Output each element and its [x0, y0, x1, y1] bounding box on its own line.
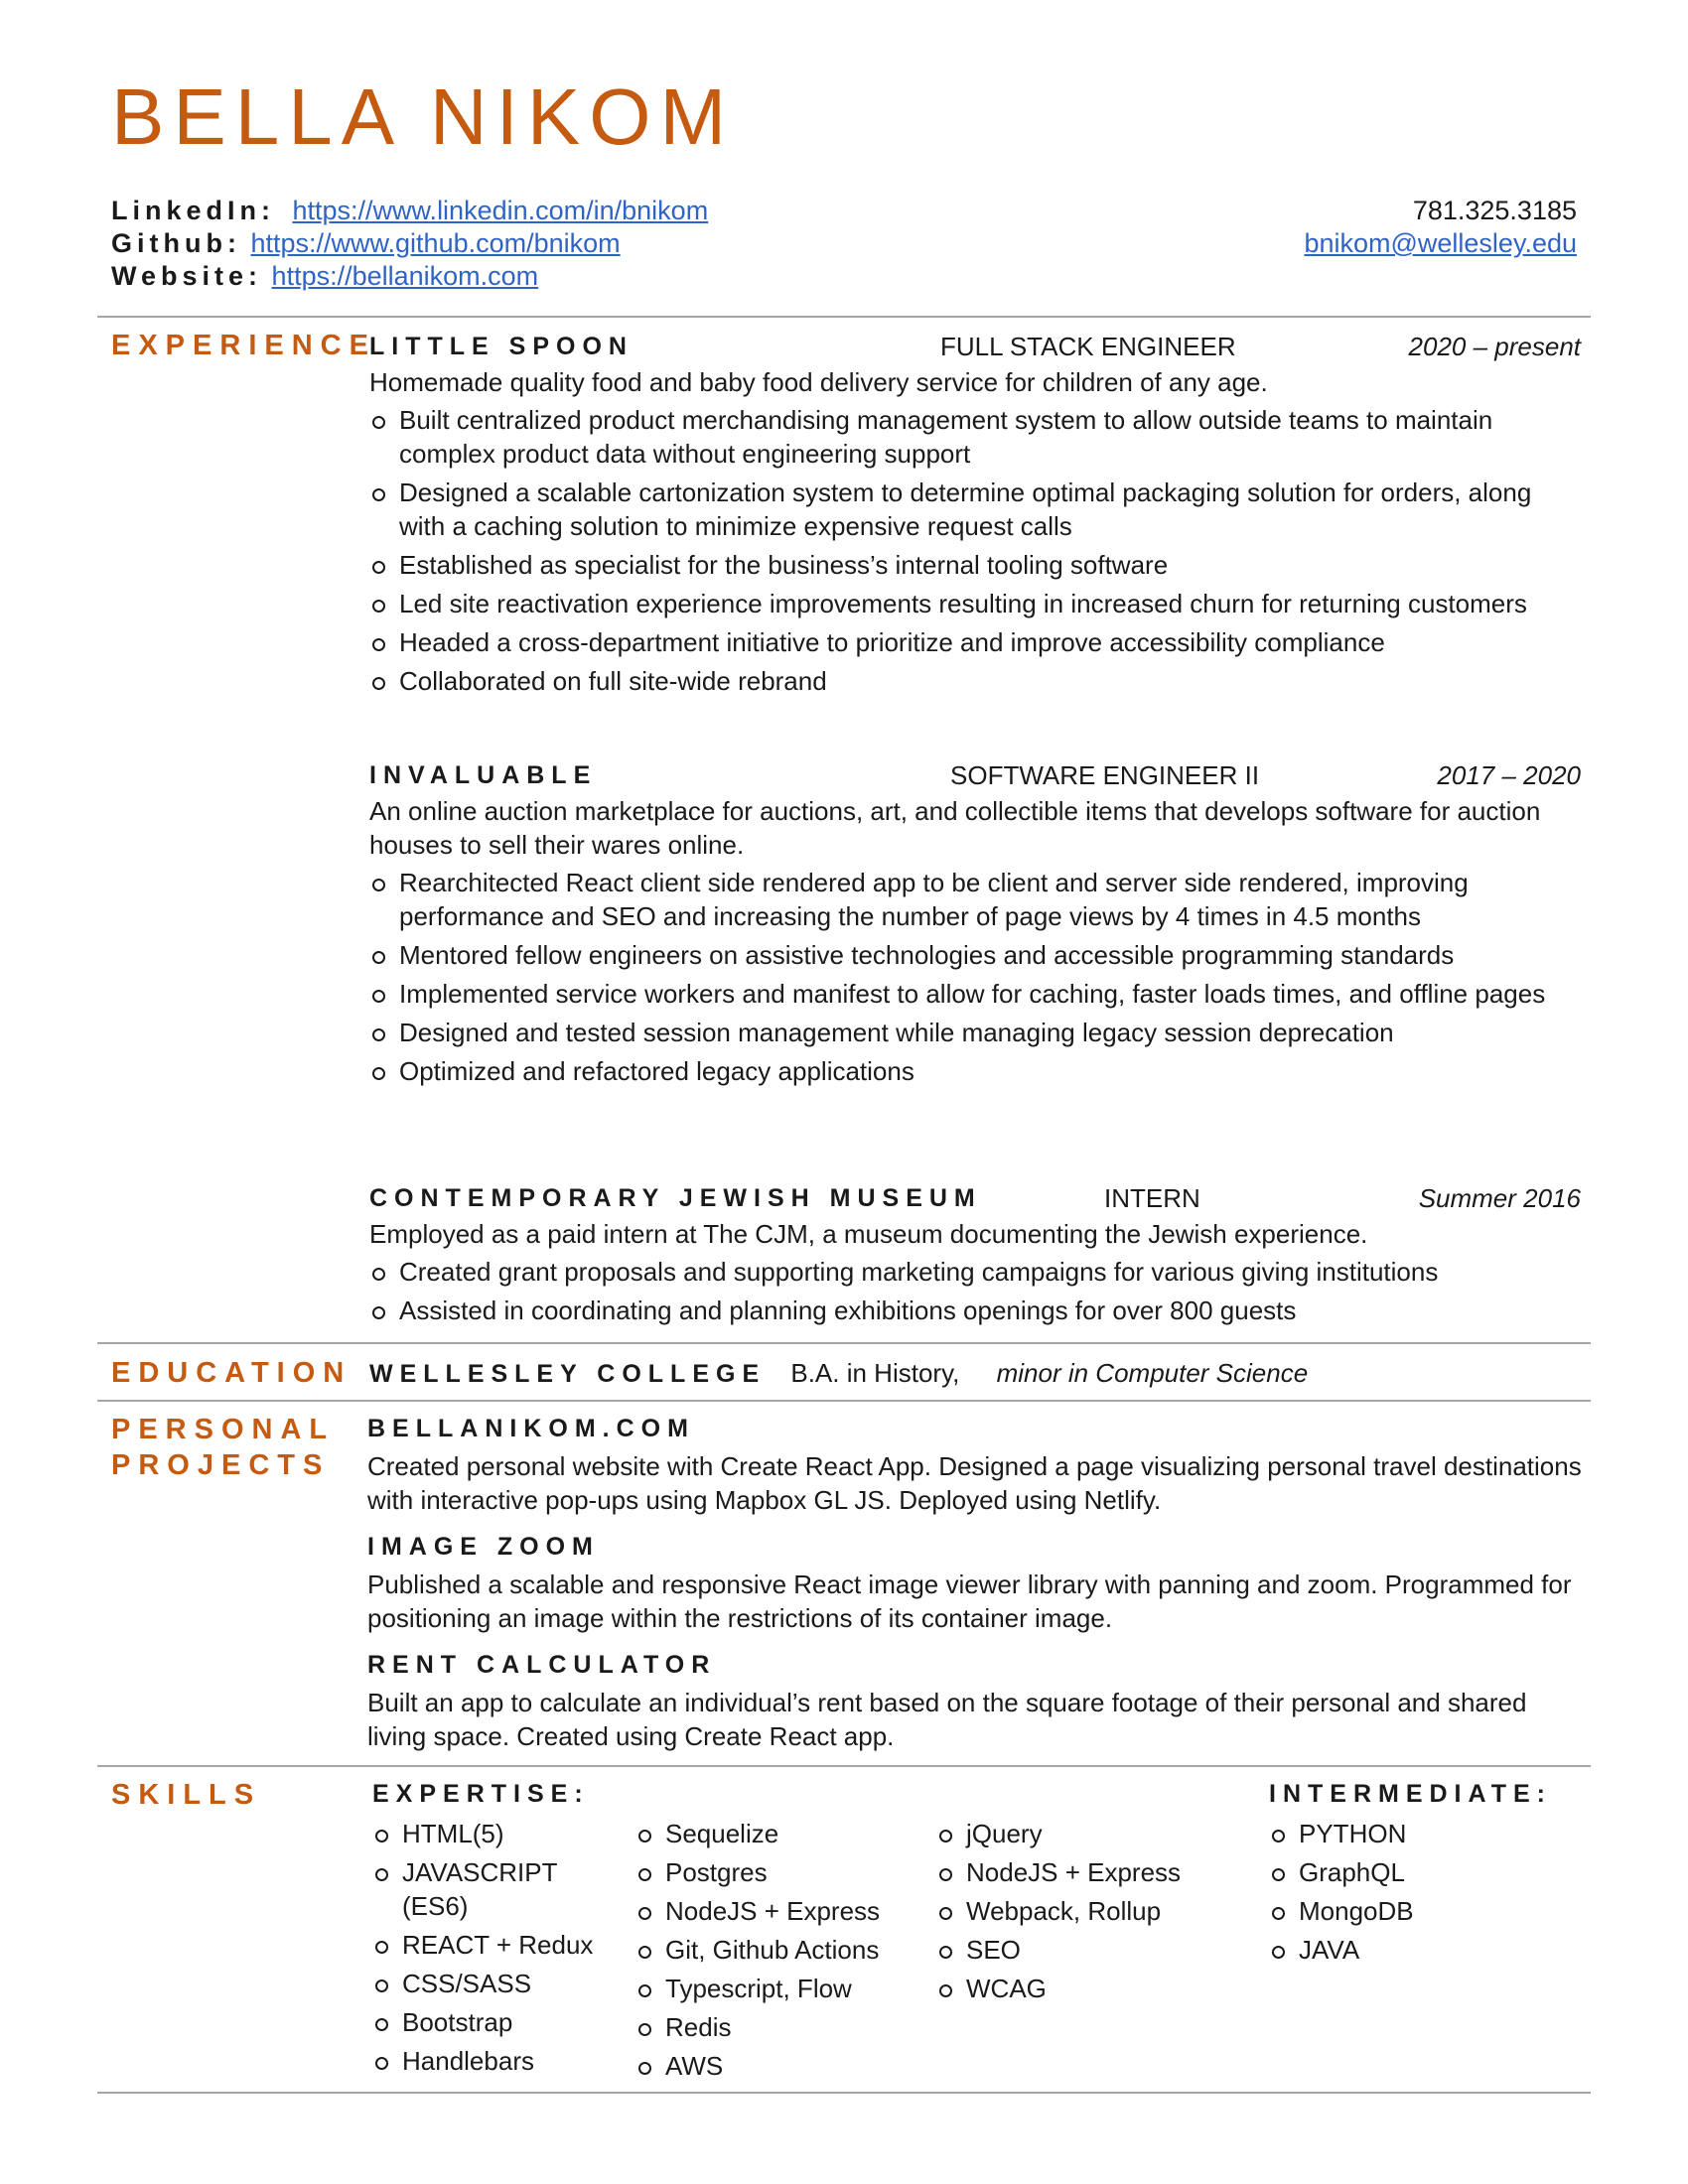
skills-column-1	[372, 1817, 611, 2083]
job-dates: 2017 – 2020	[1437, 760, 1581, 790]
job-little-spoon	[369, 330, 1581, 703]
divider	[97, 1765, 1591, 1767]
list-item: Collaborated on full site-wide rebrand	[369, 664, 1581, 698]
skills-intermediate-label: INTERMEDIATE:	[1269, 1780, 1552, 1808]
project-image-zoom	[367, 1530, 1589, 1635]
project-description: Created personal website with Create React App. Designed a page visualizing personal travel destinations with interactive pop-ups using Mapbox GL JS. Deployed using Netlify.	[367, 1451, 1582, 1515]
list-item: GraphQL	[1269, 1855, 1547, 1889]
job-dates: 2020 – present	[1408, 332, 1581, 361]
list-item: Headed a cross-department initiative to prioritize and improve accessibility compliance	[369, 625, 1581, 659]
list-item: PYTHON	[1269, 1817, 1547, 1850]
list-item: NodeJS + Express	[635, 1894, 914, 1928]
list-item: Mentored fellow engineers on assistive technologies and accessible programming standards	[369, 938, 1581, 972]
project-title: BELLANIKOM.COM	[367, 1415, 695, 1442]
list-item: Git, Github Actions	[635, 1933, 914, 1967]
project-rent-calculator	[367, 1648, 1589, 1753]
job-company: INVALUABLE	[369, 761, 598, 789]
email-link[interactable]: bnikom@wellesley.edu	[1304, 228, 1577, 258]
list-item: Implemented service workers and manifest to allow for caching, faster loads times, and offline pages	[369, 977, 1581, 1011]
project-bellanikom	[367, 1412, 1589, 1517]
section-title-experience: EXPERIENCE	[111, 330, 376, 361]
list-item: jQuery	[936, 1817, 1214, 1850]
phone-number: 781.325.3185	[1412, 196, 1577, 225]
list-item: Postgres	[635, 1855, 914, 1889]
list-item: JAVA	[1269, 1933, 1547, 1967]
skills-column-2	[635, 1817, 914, 2088]
section-title-projects-line2: PROJECTS	[111, 1449, 331, 1481]
contact-info	[1304, 195, 1577, 260]
list-item: CSS/SASS	[372, 1967, 611, 2000]
list-item: NodeJS + Express	[936, 1855, 1214, 1889]
list-item: Typescript, Flow	[635, 1972, 914, 2005]
list-item: JAVASCRIPT (ES6)	[372, 1855, 611, 1923]
job-role: SOFTWARE ENGINEER II	[950, 760, 1260, 790]
list-item: Assisted in coordinating and planning exhibitions openings for over 800 guests	[369, 1294, 1581, 1327]
linkedin-label: LinkedIn:	[111, 196, 275, 225]
list-item: Optimized and refactored legacy applications	[369, 1054, 1581, 1088]
list-item: AWS	[635, 2049, 914, 2083]
list-item: HTML(5)	[372, 1817, 611, 1850]
skills-expertise-label: EXPERTISE:	[372, 1780, 590, 1808]
job-dates: Summer 2016	[1418, 1183, 1581, 1213]
project-description: Built an app to calculate an individual’s rent based on the square footage of their personal and shared living space. Created using Create React app.	[367, 1688, 1527, 1751]
list-item: Handlebars	[372, 2044, 611, 2078]
divider	[97, 1342, 1591, 1344]
job-company: CONTEMPORARY JEWISH MUSEUM	[369, 1184, 982, 1212]
list-item: Led site reactivation experience improvements resulting in increased churn for returning customers	[369, 587, 1581, 620]
section-title-education: EDUCATION	[111, 1357, 352, 1389]
job-company: LITTLE SPOON	[369, 333, 633, 360]
project-title: IMAGE ZOOM	[367, 1533, 600, 1561]
project-description: Published a scalable and responsive React image viewer library with panning and zoom. Programmed for positioning an image within the restrictions of its container image.	[367, 1570, 1572, 1633]
linkedin-link[interactable]: https://www.linkedin.com/in/bnikom	[292, 196, 709, 225]
list-item: WCAG	[936, 1972, 1214, 2005]
list-item: Designed and tested session management while managing legacy session deprecation	[369, 1016, 1581, 1049]
list-item: Built centralized product merchandising management system to allow outside teams to maintain complex product data without engineering support	[369, 403, 1581, 471]
github-row	[111, 227, 708, 260]
website-row	[111, 260, 708, 293]
contact-links	[111, 195, 708, 293]
list-item: Bootstrap	[372, 2005, 611, 2039]
divider	[97, 2092, 1591, 2094]
website-label: Website:	[111, 261, 263, 291]
education-degree: B.A. in History,	[790, 1358, 960, 1388]
github-label: Github:	[111, 228, 241, 258]
section-title-projects-line1: PERSONAL	[111, 1414, 336, 1445]
candidate-name: BELLA NIKOM	[111, 72, 736, 161]
project-title: RENT CALCULATOR	[367, 1651, 717, 1679]
job-description: Homemade quality food and baby food delivery service for children of any age.	[369, 367, 1268, 397]
list-item: Redis	[635, 2010, 914, 2044]
job-role: INTERN	[1104, 1183, 1200, 1213]
list-item: Established as specialist for the business’s internal tooling software	[369, 548, 1581, 582]
github-link[interactable]: https://www.github.com/bnikom	[250, 228, 621, 258]
section-title-skills: SKILLS	[111, 1779, 262, 1811]
linkedin-row	[111, 195, 708, 227]
job-description: An online auction marketplace for auctions, art, and collectible items that develops software for auction houses to sell their wares online.	[369, 796, 1541, 860]
list-item: MongoDB	[1269, 1894, 1547, 1928]
education-minor: minor in Computer Science	[996, 1358, 1309, 1388]
education-school: WELLESLEY COLLEGE	[369, 1360, 767, 1388]
list-item: SEO	[936, 1933, 1214, 1967]
divider	[97, 1400, 1591, 1402]
education-entry	[369, 1356, 1308, 1391]
skills-column-3	[936, 1817, 1214, 2010]
skills-column-intermediate	[1269, 1817, 1547, 1972]
job-description: Employed as a paid intern at The CJM, a museum documenting the Jewish experience.	[369, 1219, 1368, 1249]
list-item: REACT + Redux	[372, 1928, 611, 1962]
list-item: Sequelize	[635, 1817, 914, 1850]
list-item: Created grant proposals and supporting marketing campaigns for various giving institutions	[369, 1255, 1581, 1289]
job-cjm	[369, 1181, 1581, 1332]
list-item: Webpack, Rollup	[936, 1894, 1214, 1928]
divider	[97, 316, 1591, 318]
list-item: Rearchitected React client side rendered app to be client and server side rendered, improving performance and SEO and increasing the number of page views by 4 times in 4.5 months	[369, 866, 1581, 933]
website-link[interactable]: https://bellanikom.com	[271, 261, 539, 291]
list-item: Designed a scalable cartonization system to determine optimal packaging solution for orders, along with a caching solution to minimize expensive request calls	[369, 476, 1581, 543]
job-role: FULL STACK ENGINEER	[940, 332, 1236, 361]
job-invaluable	[369, 758, 1581, 1093]
